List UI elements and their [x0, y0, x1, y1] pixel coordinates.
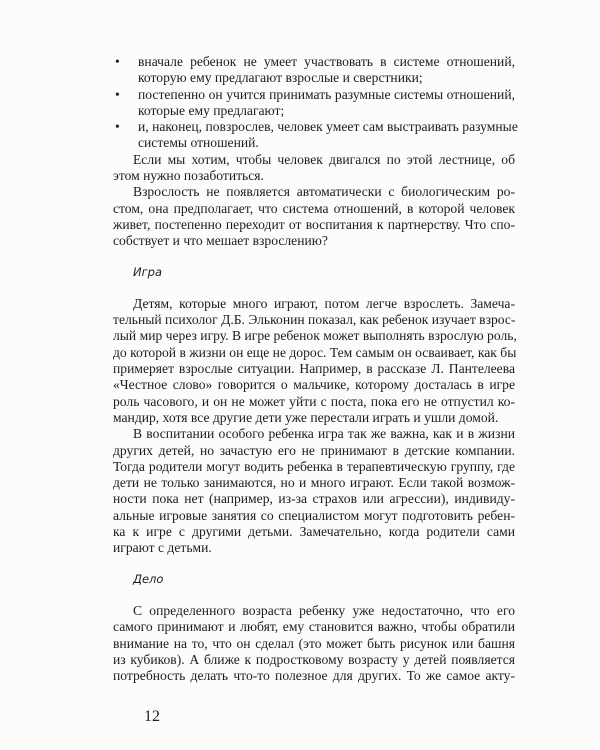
- text-line: примеряет взрослые ситуации. Например, в рассказе Л. Пантелеева: [113, 361, 515, 377]
- text-line: Тогда родители могут водить ребенка в терапевтическую группу, где: [113, 458, 515, 474]
- paragraph: [113, 152, 515, 185]
- text-line: играют с детьми.: [113, 540, 212, 556]
- text-line: мандир, хотя все другие дети уже перестали играть и ушли домой.: [113, 409, 499, 425]
- text-line: ка к игре с другими детьми. Замечательно, когда родители сами: [113, 524, 515, 540]
- text-line: «Честное слово» говорится о мальчике, которому досталась в игре: [113, 377, 515, 393]
- text-line: тельный психолог Д.Б. Эльконин показал, как ребенок изучает взрос-: [113, 312, 516, 328]
- text-line: собствует и что мешает взрослению?: [113, 233, 328, 249]
- text-line: Если мы хотим, чтобы человек двигался по этой лестнице, об: [133, 151, 515, 167]
- text-line: ности пока нет (например, из-за страхов или агрессии), индивиду-: [113, 491, 515, 507]
- bullet-icon: •: [115, 86, 120, 102]
- bullet-item: [113, 54, 515, 87]
- text-line: дети не только занимаются, но и много играют. Если такой возмож-: [113, 475, 515, 491]
- text-line: других детей, но зачастую его не принимают в детские компании.: [113, 442, 515, 458]
- text-line: С определенного возраста ребенку уже недостаточно, что его: [133, 602, 515, 618]
- page-number: 12: [144, 708, 160, 725]
- text-line: постепенно он учится принимать разумные системы отношений,: [138, 86, 515, 102]
- text-line: В воспитании особого ребенка игра так же важна, как и в жизни: [133, 426, 515, 442]
- page-text: [113, 54, 518, 684]
- text-line: альные игровые занятия со специалистом могут подготовить ребен-: [113, 507, 515, 523]
- section-heading: Игра: [133, 264, 162, 279]
- text-line: внимание на то, что он сделал (это может быть рисунок или башня: [113, 635, 515, 651]
- bullet-item: [113, 119, 518, 152]
- text-line: которую ему предлагают взрослые и сверстники;: [138, 70, 423, 86]
- text-line: лый мир через игру. В игре ребенок может выполнять взрослую роль,: [113, 328, 517, 344]
- text-line: живет, постепенно переходит от воспитания к партнерству. Что спо-: [113, 216, 515, 232]
- bullet-icon: •: [115, 119, 120, 135]
- text-line: стом, она предполагает, что система отношений, в которой человек: [113, 200, 515, 216]
- paragraph: [113, 296, 515, 426]
- text-line: Детям, которые много играют, потом легче взрослеть. Замеча-: [133, 295, 515, 311]
- text-line: вначале ребенок не умеет участвовать в системе отношений,: [138, 54, 515, 69]
- text-line: до которой в жизни он еще не дорос. Тем самым он осваивает, как бы: [113, 344, 517, 360]
- bullet-item: [113, 87, 515, 120]
- paragraph: [113, 426, 515, 556]
- text-line: потребность делать что-то полезное для других. То же самое акту-: [113, 668, 515, 684]
- paragraph: [113, 603, 515, 684]
- text-line: системы отношений.: [138, 135, 259, 151]
- text-line: и, наконец, повзрослев, человек умеет сам выстраивать разумные: [138, 119, 518, 135]
- section-heading: Дело: [133, 571, 164, 586]
- text-line: которые ему предлагают;: [138, 102, 285, 118]
- text-line: самого принимают и любят, ему становится важно, чтобы обратили: [113, 619, 515, 635]
- text-line: этом нужно позаботиться.: [113, 168, 264, 184]
- text-line: роль часового, и он не может уйти с поста, пока его не отпустил ко-: [113, 393, 515, 409]
- bullet-icon: •: [115, 54, 120, 69]
- paragraph: [113, 184, 515, 249]
- text-line: Взрослость не появляется автоматически с биологическим ро-: [133, 184, 515, 200]
- text-line: из кубиков). А ближе к подростковому возрасту у детей появляется: [113, 651, 515, 667]
